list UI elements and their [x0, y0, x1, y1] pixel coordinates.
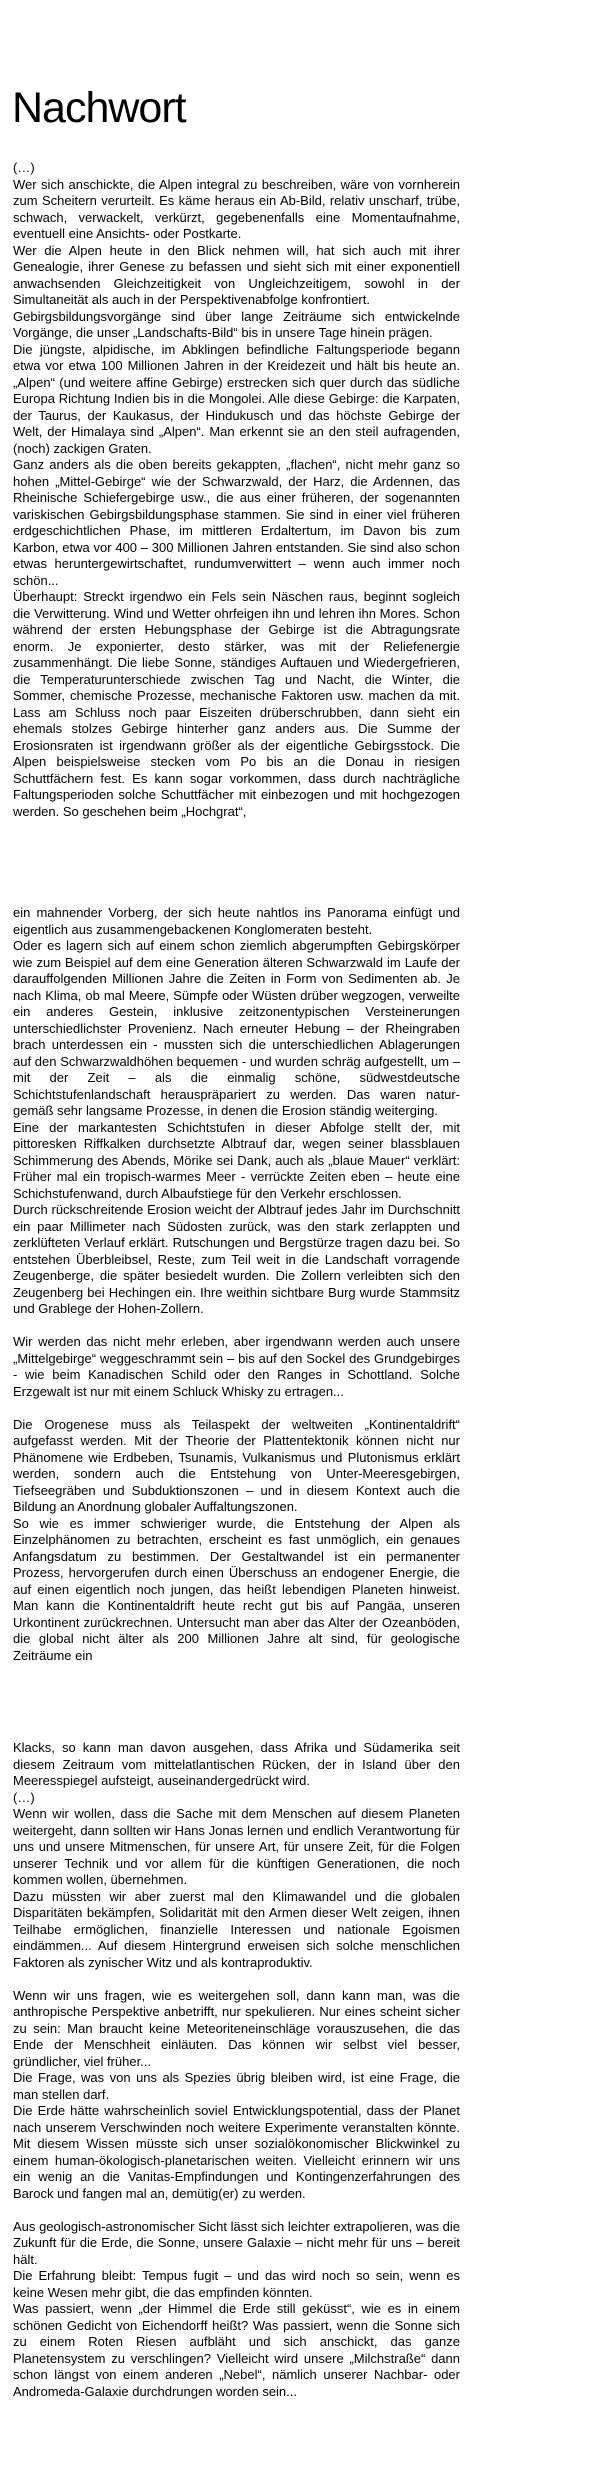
paragraph: Die Erde hätte wahrscheinlich soviel Entwicklungspotential, dass der Planet nach unserem Verschwinden noch weitere Experimente veranstalten könnte. Mit diesem Wissen müsste sich unser sozialökonomischer Blickwinkel zu einem human-ökologisch-planetarischen weiten. Vielleicht erinnern wir uns ein wenig an die Vanitas-Empfindungen und Kontingenzerfahrungen des Barock und fangen mal an, demütig(er) zu werden.: [13, 2103, 460, 2201]
paragraph: Die Orogenese muss als Teilaspekt der weltweiten „Kontinentaldrift“ aufgefasst werden. Mit der Theorie der Plattentektonik können nicht nur Phänomene wie Erdbeben, Tsunamis, Vulkanismus und Plutonismus erklärt werden, sondern auch die Entstehung von Unter-Meeresgebirgen, Tiefseegräben und Subduktionszonen – und in diesem Kontext auch die Bildung an Anordnung globaler Auffaltungszonen.: [13, 1416, 460, 1514]
paragraph: Was passiert, wenn „der Himmel die Erde still geküsst“, wie es in einem schönen Gedicht von Eichendorff heißt? Was passiert, wenn die Sonne sich zu einem Roten Riesen aufbläht und sich anschickt, das ganze Planetensystem zu verschlingen? Vielleicht wird unsere „Milchstraße“ dann schon längst von einem anderen „Nebel“, nämlich unserer Nachbar- oder Andromeda-Galaxie durchdrungen worden sein...: [13, 2301, 460, 2399]
text-block-3: [13, 1740, 460, 2400]
paragraph: Wenn wir wollen, dass die Sache mit dem Menschen auf diesem Planeten weitergeht, dann sollten wir Hans Jonas lernen und endlich Verantwortung für uns und unsere Mitmenschen, für unsere Art, für unsere Zeit, für die Folgen unserer Technik und vor allem für die künftigen Generationen, die noch kommen wollen, übernehmen.: [13, 1806, 460, 1887]
paragraph: Ganz anders als die oben bereits gekappten, „flachen“, nicht mehr ganz so hohen „Mittel-Gebirge“ wie der Schwarzwald, der Harz, die Ardennen, das Rheinische Schiefergebirge usw., die aus einer früheren, der sogenannten variskischen Gebirgsbildungsphase stammen. Sie sind in einer viel früheren erdgeschichtlichen Phase, im mittleren Erdaltertum, im Davon bis zum Karbon, etwa vor 400 – 300 Millionen Jahren entstanden. Sie sind also schon etwas heruntergewirtschaftet, rundumverwittert – wenn auch immer noch schön...: [13, 457, 460, 588]
paragraph: Eine der markantesten Schichtstufen in dieser Abfolge stellt der, mit pittoresken Riffkalken durchsetzte Albtrauf dar, wegen seiner blassblauen Schimmerung des Abends, Mörike sei Dank, auch als „blaue Mauer“ verklärt: Früher mal ein tropisch-warmes Meer - verrückte Zeiten eben – heute eine Schichstufenwand, durch Albaufstiege für den Verkehr erschlossen.: [13, 1119, 460, 1201]
paragraph: So wie es immer schwieriger wurde, die Entstehung der Alpen als Einzelphänomen zu betrachten, erscheint es fast unmöglich, ein genaues Anfangsdatum zu bestimmen. Der Gestaltwandel ist ein permanenter Prozess, hervorgerufen durch einen Überschuss an endogener Energie, die auf einen eigentlich noch jungen, das heißt lebendigen Planeten hinweist. Man kann die Kontinentaldrift heute recht gut bis auf Pangäa, unseren Urkontinent zurückrechnen. Untersucht man aber das Alter der Ozeanböden, die global nicht älter als 200 Millionen Jahre alt sind, für geologische Zeiträume ein: [13, 1515, 460, 1663]
paragraph: Wer die Alpen heute in den Blick nehmen will, hat sich auch mit ihrer Genealogie, ihrer Genese zu befassen und sieht sich mit einer exponentiell anwachsenden Gleichzeitigkeit von Ungleichzeitigem, sowohl in der Simultaneität als auch in der Perspektivenabfolge konfrontiert.: [13, 242, 460, 307]
text-block-2: [13, 905, 460, 1664]
paragraph: (…): [13, 1789, 35, 1805]
paragraph: Oder es lagern sich auf einem schon ziemlich abgerumpften Gebirgskörper wie zum Beispiel auf dem eine Generation älteren Schwarzwald im Laufe der darauffolgenden Millionen Jahre die Zeiten in Form von Sedimenten ab. Je nach Klima, ob mal Meere, Sümpfe oder Wüsten drüber wegzogen, verweilte ein anderes Gestein, inklusive zeitzonentypischen Versteinerungen unterschiedlichster Provenienz. Nach erneuter Hebung – der Rheingraben brach unterdessen ein - mussten sich die unterschiedlichen Ablagerungen auf den Schwarzwaldhöhen bequemen - und wurden schräg aufgestellt, um – mit der Zeit – als die einmalig schöne, südwestdeutsche Schichtstufenlandschaft herauspräpariert zu werden. Das waren natur-gemäß sehr langsame Prozesse, in denen die Erosion ständig weiterging.: [13, 938, 460, 1118]
blank-line: [13, 2202, 460, 2219]
paragraph: Wenn wir uns fragen, wie es weitergehen soll, dann kann man, was die anthropische Perspektive anbetrifft, nur spekulieren. Nur eines scheint sicher zu sein: Man braucht keine Meteoriteneinschläge vorauszusehen, die das Ende der Menschheit einläuten. Das können wir selbst viel besser, gründlicher, viel früher...: [13, 1987, 460, 2069]
page-title: Nachwort: [12, 84, 186, 132]
paragraph: Die Erfahrung bleibt: Tempus fugit – und das wird noch so sein, wenn es keine Wesen mehr gibt, die das empfinden könnten.: [13, 2268, 460, 2300]
paragraph: Überhaupt: Streckt irgendwo ein Fels sein Näschen raus, beginnt sogleich die Verwitterung. Wind und Wetter ohrfeigen ihn und lehren ihn Mores. Schon während der ersten Hebungsphase der Gebirge ist die Abtragungsrate enorm. Je exponierter, desto stärker, was mit der Reliefenergie zusammenhängt. Die liebe Sonne, ständiges Auftauen und Wiedergefrieren, die Temperaturunterschiede zwischen Tag und Nacht, die Winter, die Sommer, chemische Prozesse, mechanische Faktoren usw. machen da mit. Lass am Schluss noch paar Eiszeiten drüberschrubben, dann sieht ein ehemals stolzes Gebirge hinterher ganz anders aus. Die Summe der Erosionsraten ist irgendwann größer als der eigentliche Gebirgsstock. Die Alpen beispielsweise stecken vom Po bis an die Donau in riesigen Schuttfächern fest. Es kann sogar vorkommen, dass durch nachträgliche Faltungsperioden solche Schuttfächer mit einbezogen und mit hochgezogen werden. So geschehen beim „Hochgrat“,: [13, 589, 460, 819]
paragraph: Gebirgsbildungsvorgänge sind über lange Zeiträume sich entwickelnde Vorgänge, die unser „Landschafts-Bild“ bis in unsere Tage hinein prägen.: [13, 308, 460, 340]
paragraph: Durch rückschreitende Erosion weicht der Albtrauf jedes Jahr im Durchschnitt ein paar Millimeter nach Südosten zurück, was den stark zerlappten und zerklüfteten Verlauf erklärt. Rutschungen und Bergstürze tragen dazu bei. So entstehen Überbleibsel, Reste, zum Teil weit in die Landschaft vorragende Zeugenberge, die später besiedelt wurden. Die Zollern verleibten sich den Zeugenberg bei Hechingen ein. Ihre weithin sichtbare Burg wurde Stammsitz und Grablege der Hohen-Zollern.: [13, 1202, 460, 1316]
paragraph: Wir werden das nicht mehr erleben, aber irgendwann werden auch unsere „Mittelgebirge“ weggeschrammt sein – bis auf den Sockel des Grundgebirges - wie beim Kanadischen Schild oder den Ranges in Schottland. Solche Erzgewalt ist nur mit einem Schluck Whisky zu ertragen...: [13, 1334, 460, 1399]
paragraph: Wer sich anschickte, die Alpen integral zu beschreiben, wäre von vornherein zum Scheitern verurteilt. Es käme heraus ein Ab-Bild, relativ unscharf, trübe, schwach, verwackelt, verkürzt, gegebenenfalls eine Momentaufnahme, eventuell eine Ansichts- oder Postkarte.: [13, 176, 460, 241]
text-block-1: [13, 160, 460, 820]
paragraph: Klacks, so kann man davon ausgehen, dass Afrika und Südamerika seit diesem Zeitraum vom mittelatlantischen Rücken, der in Island über den Meeresspiegel aufsteigt, auseinandergedrückt wird.: [13, 1740, 460, 1788]
paragraph: ein mahnender Vorberg, der sich heute nahtlos ins Panorama einfügt und eigentlich aus zusammengebackenen Konglomeraten besteht.: [13, 905, 460, 937]
paragraph: Die jüngste, alpidische, im Abklingen befindliche Faltungsperiode begann etwa vor etwa 100 Millionen Jahren in der Kreidezeit und hält bis heute an. „Alpen“ (und weitere affine Gebirge) erstrecken sich quer durch das südliche Europa Richtung Indien bis in die Mongolei. Alle diese Gebirge: die Karpaten, der Taurus, der Kaukasus, der Hindukusch und das höchste Gebirge der Welt, der Himalaya sind „Alpen“. Man erkennt sie an den steil aufragenden, (noch) zackigen Graten.: [13, 341, 460, 456]
paragraph: Die Frage, was von uns als Spezies übrig bleiben wird, ist eine Frage, die man stellen darf.: [13, 2070, 460, 2102]
blank-line: [13, 1318, 460, 1335]
paragraph: Aus geologisch-astronomischer Sicht lässt sich leichter extrapolieren, was die Zukunft für die Erde, die Sonne, unsere Galaxie – nicht mehr für uns – bereit hält.: [13, 2218, 460, 2267]
blank-line: [13, 1971, 460, 1988]
paragraph: Dazu müssten wir aber zuerst mal den Klimawandel und die globalen Disparitäten bekämpfen, Solidarität mit den Armen dieser Welt zeigen, ihnen Teilhabe ermöglichen, finanzielle Interessen und nationale Egoismen eindämmen... Auf diesem Hintergrund erweisen sich solche menschlichen Faktoren als zynischer Witz und als kontraproduktiv.: [13, 1888, 460, 1970]
blank-line: [13, 1400, 460, 1417]
paragraph: (…): [13, 160, 35, 175]
